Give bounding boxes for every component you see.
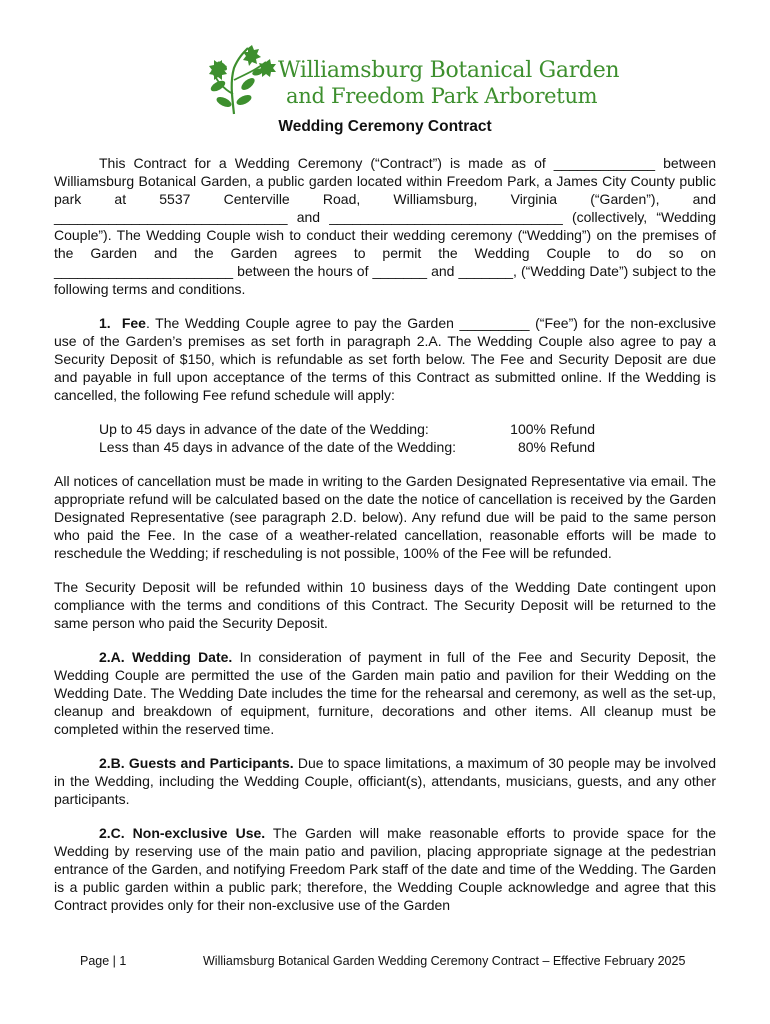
section-2c-text: The Garden will make reasonable efforts to provide space for the Wedding by reserving use of the main patio and pavilion, placing appropriate signage at the pedestrian entrance of the Garden, and notifying Freedom Park staff of the date and time of the Wedding. The Garden is a public garden within a public park; therefore, the Wedding Couple acknowledge and agree that this Contract provides only for their non-exclusive use of the Garden — [54, 825, 716, 913]
page-title: Wedding Ceremony Contract — [278, 118, 492, 135]
refund-row — [99, 420, 716, 438]
refund-row-label: Up to 45 days in advance of the date of the Wedding: — [99, 421, 429, 437]
section-2b-text: Due to space limitations, a maximum of 30 people may be involved in the Wedding, including the Wedding Couple, officiant(s), attendants, musicians, guests, and any other participants. — [54, 755, 716, 807]
footer-text: Williamsburg Botanical Garden Wedding Ceremony Contract – Effective February 2025 — [203, 954, 686, 968]
section-2c-heading: 2.C. Non-exclusive Use. — [99, 825, 266, 841]
refund-row-label: Less than 45 days in advance of the date of the Wedding: — [99, 439, 456, 455]
logo-line-1: Williamsburg Botanical Garden — [278, 58, 620, 83]
section-2b-heading: 2.B. Guests and Participants. — [99, 755, 294, 771]
section-1-text: . The Wedding Couple agree to pay the Garden _________ (“Fee”) for the non-exclusive use of the Garden’s premises as set forth in paragraph 2.A. The Wedding Couple also agree to pay a Security Deposit of $150, which is refundable as set forth below. The Fee and Security Deposit are due and payable in full upon acceptance of the terms of this Contract as submitted online. If the Wedding is cancelled, the following Fee refund schedule will apply: — [54, 315, 717, 403]
refund-schedule — [99, 420, 716, 456]
refund-row — [99, 438, 716, 456]
section-1-fee — [54, 314, 716, 404]
plant-logo-icon — [208, 44, 278, 116]
security-deposit-paragraph: The Security Deposit will be refunded within 10 business days of the Wedding Date contingent upon compliance with the terms and conditions of this Contract. The Security Deposit will be returned to the same person who paid the Security Deposit. — [54, 579, 716, 631]
section-2a-wedding-date — [54, 648, 716, 738]
section-2a-heading: 2.A. Wedding Date. — [99, 649, 233, 665]
contract-body — [54, 154, 716, 930]
section-2c-non-exclusive-use — [54, 824, 716, 914]
refund-row-value: 80% Refund — [517, 439, 595, 455]
page-number: Page | 1 — [80, 954, 127, 968]
intro-paragraph: This Contract for a Wedding Ceremony (“Contract”) is made as of _____________ between Williamsburg Botanical Garden, a public garden located within Freedom Park, a James City County public park at 5537 Centerville Road, Williamsburg, Virginia (“Garden”), and ______________________________ and ______________________________ (collectively, “Wedding Couple”). The Wedding Couple wish to conduct their wedding ceremony (“Wedding”) on the premises of the Garden and the Garden agrees to permit the Wedding Couple to do so on _______________________ between the hours of _______ and _______, (“Wedding Date”) subject to the following terms and conditions. — [54, 155, 716, 297]
logo-line-2: and Freedom Park Arboretum — [286, 84, 598, 108]
cancellation-paragraph: All notices of cancellation must be made in writing to the Garden Designated Representative via email. The appropriate refund will be calculated based on the date the notice of cancellation is received by the Garden Designated Representative (see paragraph 2.D. below). Any refund due will be paid to the same person who paid the Fee. In the case of a weather-related cancellation, reasonable efforts will be made to reschedule the Wedding; if rescheduling is not possible, 100% of the Fee will be refunded. — [54, 473, 716, 561]
section-1-heading: Fee — [121, 315, 146, 331]
refund-row-value: 100% Refund — [510, 421, 595, 437]
section-2a-text: In consideration of payment in full of the Fee and Security Deposit, the Wedding Couple are permitted the use of the Garden main patio and pavilion for their Wedding on the Wedding Date. The Wedding Date includes the time for the rehearsal and ceremony, as well as the set-up, cleanup and breakdown of equipment, furniture, decorations and other items. All cleanup must be completed within the reserved time. — [54, 649, 716, 737]
section-2b-guests — [54, 754, 716, 808]
garden-logo — [208, 44, 620, 116]
section-1-number: 1. — [99, 315, 111, 331]
